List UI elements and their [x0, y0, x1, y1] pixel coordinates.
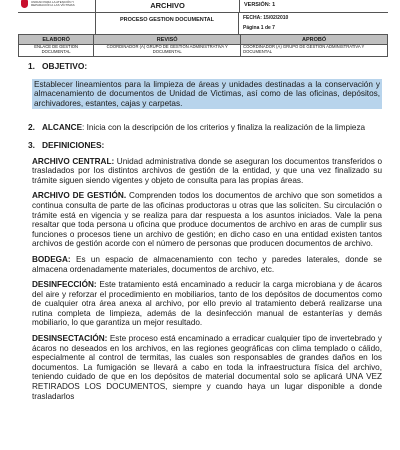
- definition-term: BODEGA:: [32, 254, 71, 264]
- signature-value-row: [19, 45, 388, 57]
- process-name: PROCESO GESTION DOCUMENTAL: [96, 13, 239, 35]
- aprobo-value: COORDINADOR (A) GRUPO DE GESTIÓN ADMINISTRATIVA Y DOCUMENTAL: [241, 45, 388, 57]
- scope-text: : Inicia con la descripción de los criterios y finaliza la realización de la limpieza: [82, 123, 366, 133]
- objective-text: Establecer lineamientos para la limpieza de áreas y unidades destinadas a la conservación y almacenamiento de documentos de Unidad de Victimas, así como de las oficinas, depósitos, archivadores, estantes, cajas y carpetas.: [34, 79, 380, 108]
- elaboro-value: ENLACE DE GESTION DOCUMENTAL: [19, 45, 94, 57]
- scope-number: 2.: [28, 122, 35, 133]
- definition-text: Es un espacio de almacenamiento con techo y paredes laterales, donde se almacena ordenadamente materiales, documentos de archivo, etc.: [32, 254, 382, 274]
- definition-term: DESINFECCIÓN:: [32, 280, 97, 290]
- definition-archivo-gestion: [32, 191, 382, 249]
- signature-header-row: [19, 35, 388, 45]
- logo-text: UNIDAD PARA LA ATENCIÓN Y REPARACIÓN A LAS VÍCTIMAS: [31, 0, 75, 8]
- definition-text: Este proceso está encaminado a erradicar cualquier tipo de invertebrado y ácaros no deseados en los archivos, en las regiones geográficas con clima templado o cálido, especialmente al control de termitas, las cuales son responsables de grandes daños en los documentos. La fumigación se llevará a cabo en toda la infraestructura física del archivo, teniendo cuidado de que en los depósitos de material documental solo se aplicará UNA VEZ RETIRADOS LOS DOCUMENTOS, siempre y cuando haya un lugar disponible a donde trasladarlos: [32, 334, 382, 401]
- definition-bodega: [32, 255, 382, 274]
- document-type: ARCHIVO: [96, 0, 240, 12]
- scope-section: [28, 123, 382, 133]
- signature-table: [18, 34, 388, 57]
- document-body: [28, 62, 382, 401]
- elaboro-header: ELABORÓ: [19, 35, 94, 45]
- shield-icon: [21, 0, 28, 8]
- objective-number: 1.: [28, 61, 35, 71]
- scope-title: ALCANCE: [42, 123, 83, 133]
- logo: [18, 0, 96, 12]
- date-label: FECHA: 15/02/2010: [243, 15, 289, 21]
- definition-text: Unidad administrativa donde se aseguran los documentos transferidos o trasladados por los distintos archivos de gestión de la entidad, y que una vez finalizado su trámite siguen siendo vigentes y objeto de consulta para las propias áreas.: [32, 156, 382, 185]
- definition-desinfeccion: [32, 280, 382, 328]
- reviso-value: COORDINADOR (A) GRUPO DE GESTIÓN ADMINISTRATIVA Y DOCUMENTAL: [94, 45, 241, 57]
- version-label: VERSIÓN: 1: [244, 2, 276, 8]
- definition-term: DESINSECTACIÓN:: [32, 334, 108, 344]
- objective-title: OBJETIVO:: [42, 61, 88, 71]
- reviso-header: REVISÓ: [94, 35, 241, 45]
- header-row-bottom: [18, 12, 388, 35]
- page-label: Página 1 de 7: [243, 25, 275, 31]
- definition-archivo-central: [32, 157, 382, 186]
- aprobo-header: APROBÓ: [241, 35, 388, 45]
- definition-text: Este tratamiento está encaminado a reducir la carga microbiana y de ácaros del aire y reforzar el procedimiento en mobiliarios, tanto de los depósitos de documentos como de cualquier otra área anexa al archivo, por ello previo al tratamiento deberá realizarse una rutina completa de limpieza, además de la desinfección manual de estanterías y demás mobiliario, lo que garantiza un mejor resultado.: [32, 280, 382, 328]
- definition-term: ARCHIVO DE GESTIÓN.: [32, 191, 127, 201]
- definitions-number: 3.: [28, 139, 35, 150]
- definition-desinsectacion: [32, 334, 382, 401]
- header-row-top: [18, 0, 388, 12]
- definition-term: ARCHIVO CENTRAL:: [32, 156, 115, 166]
- definition-text: Comprenden todos los documentos de archivo que son sometidos a continua consulta de parte de las oficinas productoras u otras que las soliciten. Su circulación o trámite está en vigencia y se realiza para dar respuesta a los asuntos iniciados. Vale la pena resaltar que toda persona u oficina que produce documentos de archivo en aras de cumplir sus funciones o procesos tiene un archivo de gestión; en dicho caso en una entidad existen tantos archivos de gestión acorde con el número de personas que producen documentos de archivo.: [32, 191, 382, 249]
- definitions-heading: [28, 141, 382, 151]
- document-header: [18, 0, 388, 35]
- header-meta: [239, 13, 388, 35]
- header-spacer: [18, 13, 96, 35]
- definitions-title: DEFINICIONES:: [42, 139, 105, 150]
- objective-heading: [28, 62, 382, 72]
